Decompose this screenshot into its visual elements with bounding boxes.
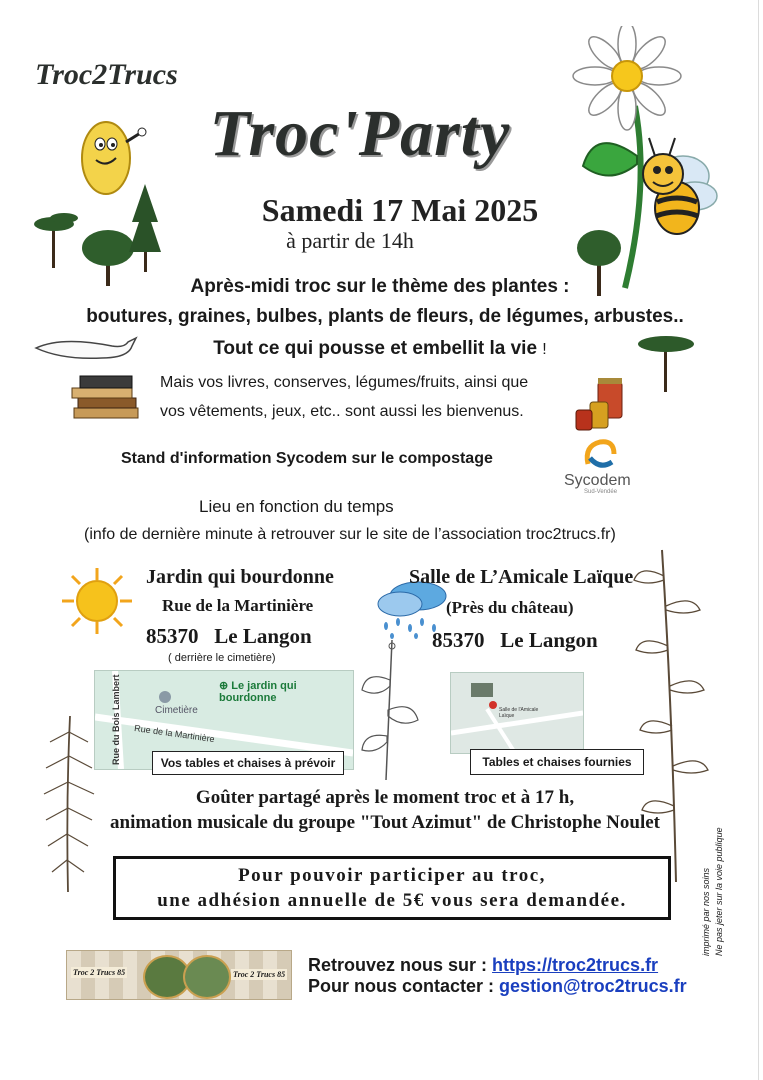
brand-name: Troc2Trucs — [35, 58, 178, 91]
contact-email-row — [308, 976, 687, 997]
map-amicale-label: Salle de l'Amicale Laïque — [499, 707, 539, 719]
pepper-icon — [32, 334, 144, 364]
venue-rain-caption: Tables et chaises fournies — [470, 749, 644, 775]
side-note-line-2: Ne pas jeter sur la voie publique — [714, 827, 724, 956]
books-icon — [70, 372, 142, 422]
trees-left-icon — [34, 182, 164, 288]
map-jardin-road2: Rue du Bois Lambert — [111, 674, 121, 765]
theme-line-2: boutures, graines, bulbes, plants de fleurs, de légumes, arbustes.. — [86, 306, 684, 327]
sycodem-name: Sycodem — [564, 472, 631, 489]
venue-rain-address — [432, 628, 598, 653]
gouter-line-1: Goûter partagé après le moment troc et à 17 h, — [195, 787, 575, 808]
venue-sun-name: Jardin qui bourdonne — [146, 566, 334, 588]
venue-sun-street: Rue de la Martinière — [162, 596, 314, 615]
theme-line-1: Après-midi troc sur le thème des plantes : — [190, 276, 570, 297]
venue-rain-postcode: 85370 — [432, 628, 485, 652]
also-line-1: Mais vos livres, conserves, légumes/fruits, ainsi que — [160, 374, 529, 391]
contact-find — [308, 955, 658, 976]
side-note-line-1: imprimé par nos soins — [701, 867, 711, 956]
contact-email-label: Pour nous contacter : — [308, 976, 495, 996]
map-amicale[interactable] — [450, 672, 584, 754]
email-link[interactable]: gestion@troc2trucs.fr — [499, 976, 687, 996]
also-line-2: vos vêtements, jeux, etc.. sont aussi les bienvenus. — [160, 403, 524, 420]
sycodem-sub: Sud-Vendée — [584, 489, 618, 495]
wildflower-sketch-icon — [356, 640, 426, 780]
gouter-line-2: animation musicale du groupe "Tout Azimut" de Christophe Noulet — [110, 812, 660, 833]
membership-line-1: Pour pouvoir participer au troc, — [238, 865, 546, 886]
sycodem-logo-icon — [580, 436, 620, 472]
map-jardin-place-text: Le jardin qui bourdonne — [219, 680, 297, 704]
troc-banner — [66, 950, 292, 1000]
membership-box — [113, 856, 671, 920]
venue-rain-note: (Près du château) — [446, 598, 574, 617]
membership-line-2: une adhésion annuelle de 5€ vous sera demandée. — [157, 890, 627, 911]
theme-line-3 — [100, 338, 660, 360]
acacia-tree-icon — [636, 330, 696, 392]
website-link[interactable]: https://troc2trucs.fr — [492, 955, 659, 975]
banner-right-text: Troc 2 Trucs 85 — [233, 970, 286, 979]
page-edge — [758, 0, 759, 1080]
stand-info: Stand d'information Sycodem sur le compostage — [121, 450, 493, 467]
sun-icon — [58, 566, 136, 636]
side-note — [700, 786, 726, 956]
venue-sun-caption: Vos tables et chaises à prévoir — [152, 751, 344, 775]
banner-photo-right — [183, 955, 231, 999]
venue-rain-name: Salle de L’Amicale Laïque — [409, 566, 634, 588]
map-jardin-cemetery: Cimetière — [155, 705, 198, 716]
event-time: à partir de 14h — [286, 228, 414, 253]
theme-line-3-text: Tout ce qui pousse et embellit la vie — [213, 338, 538, 359]
map-jardin-road1: Rue de la Martinière — [133, 723, 216, 745]
event-date: Samedi 17 Mai 2025 — [261, 192, 539, 228]
contact-find-label: Retrouvez nous sur : — [308, 955, 488, 975]
location-intro: Lieu en fonction du temps — [199, 497, 394, 516]
location-info: (info de dernière minute à retrouver sur le site de l’association troc2trucs.fr) — [84, 526, 616, 543]
map-jardin-place-label — [219, 679, 353, 704]
venue-rain-city: Le Langon — [500, 628, 598, 652]
banner-left-text: Troc 2 Trucs 85 — [73, 968, 126, 977]
event-title: Troc'Party — [209, 97, 511, 170]
map-pin-icon: ⊕ — [219, 680, 229, 692]
theme-line-3-mark: ! — [542, 341, 547, 358]
venue-sun-postcode: 85370 — [146, 624, 199, 648]
venue-sun-address — [146, 624, 312, 649]
venue-sun-city: Le Langon — [214, 624, 312, 648]
venue-sun-note: ( derrière le cimetière) — [168, 652, 276, 664]
jars-icon — [574, 376, 628, 432]
